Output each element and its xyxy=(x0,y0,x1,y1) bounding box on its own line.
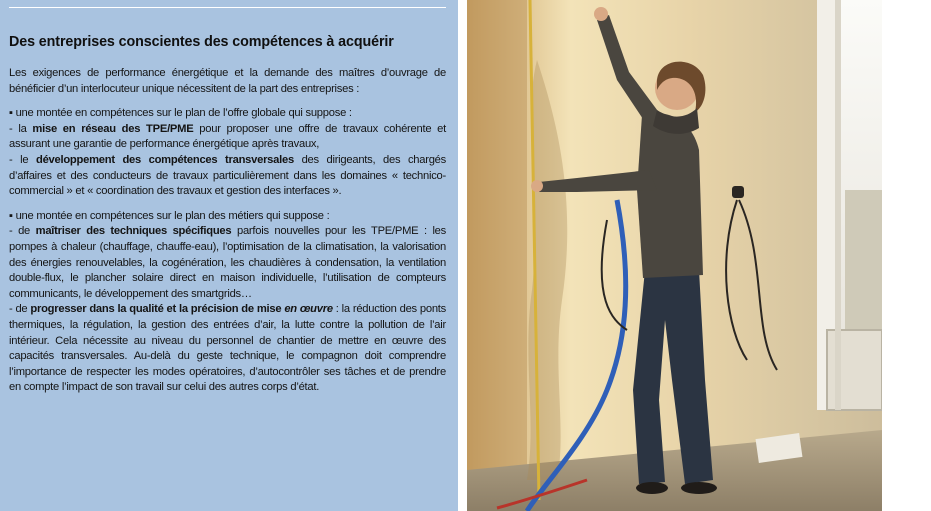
offer-item2-text: des dirigeants, des chargés d’affaires et des conducteurs de travaux particulièrement dans les domaines « technico-commercial » et « coordination des travaux et gestion des interfaces ». xyxy=(9,153,446,198)
trades-bullet: ▪ une montée en compétences sur le plan des métiers qui suppose : xyxy=(9,209,330,222)
worker-shoe-left xyxy=(636,482,668,494)
trades-item1-text: parfois nouvelles pour les TPE/PME : les pompes à chaleur (chauffage, chauffe-eau), l’optimisation de la climatisation, la valorisation des énergies renouvelables, la cogénération, les chaudières à condensation, la ventilation double-flux, le plancher solaire direct en maison individuelle, l’utilisation de compteurs communicants, le développement des smartgrids… xyxy=(9,225,446,300)
worker-hand xyxy=(531,180,543,192)
window-mullion xyxy=(835,0,841,410)
worker-photo xyxy=(467,0,882,511)
offer-item2-pre: - le xyxy=(9,153,36,166)
article-body xyxy=(9,66,446,405)
offer-item2-emphasis: développement des compétences transversales xyxy=(35,153,294,166)
offer-paragraph xyxy=(9,106,446,200)
trades-item2-emphasis: progresser dans la qualité et la précision de mise xyxy=(30,303,285,316)
intro-paragraph: Les exigences de performance énergétique et la demande des maîtres d’ouvrage de bénéficier d’un interlocuteur unique nécessitent de la part des entreprises : xyxy=(9,67,446,95)
offer-item1-pre: - la xyxy=(9,122,33,135)
trades-item1-emphasis: maîtriser des techniques spécifiques xyxy=(35,225,232,238)
offer-item1-emphasis: mise en réseau des TPE/PME xyxy=(32,122,194,135)
trades-item2-pre: - de xyxy=(9,303,31,316)
wall-corner-shadow xyxy=(467,0,527,511)
worker-hand-raised xyxy=(594,7,608,21)
trades-item2-italic: en œuvre xyxy=(284,303,333,316)
top-divider xyxy=(9,7,446,8)
offer-item1-text: pour proposer une offre de travaux cohérente et assurant une garantie de performance énergétique après travaux, xyxy=(9,122,446,151)
trades-item1-pre: - de xyxy=(9,225,36,238)
trades-item2-text: : la réduction des ponts thermiques, la régulation, la gestion des entrées d’air, la lutte contre la pollution de l’air intérieur. Cela nécessite au niveau du personnel de chantier de mettre en œuvre des capacités transversales. Au-delà du geste technique, le compagnon doit comprendre l’importance de respecter les modes opératoires, d’autocontrôler ses tâches et de prendre en compte l’impact de son travail sur celui des autres corps d’état. xyxy=(9,303,446,394)
offer-bullet: ▪ une montée en compétences sur le plan de l’offre globale qui suppose : xyxy=(9,107,352,120)
section-title: Des entreprises conscientes des compétences à acquérir xyxy=(9,34,394,50)
trades-paragraph xyxy=(9,209,446,396)
text-panel xyxy=(0,0,458,511)
window-balcony xyxy=(845,190,882,330)
wall-socket xyxy=(732,186,744,198)
worker-shoe-right xyxy=(681,482,717,494)
worker-torso xyxy=(637,113,703,278)
